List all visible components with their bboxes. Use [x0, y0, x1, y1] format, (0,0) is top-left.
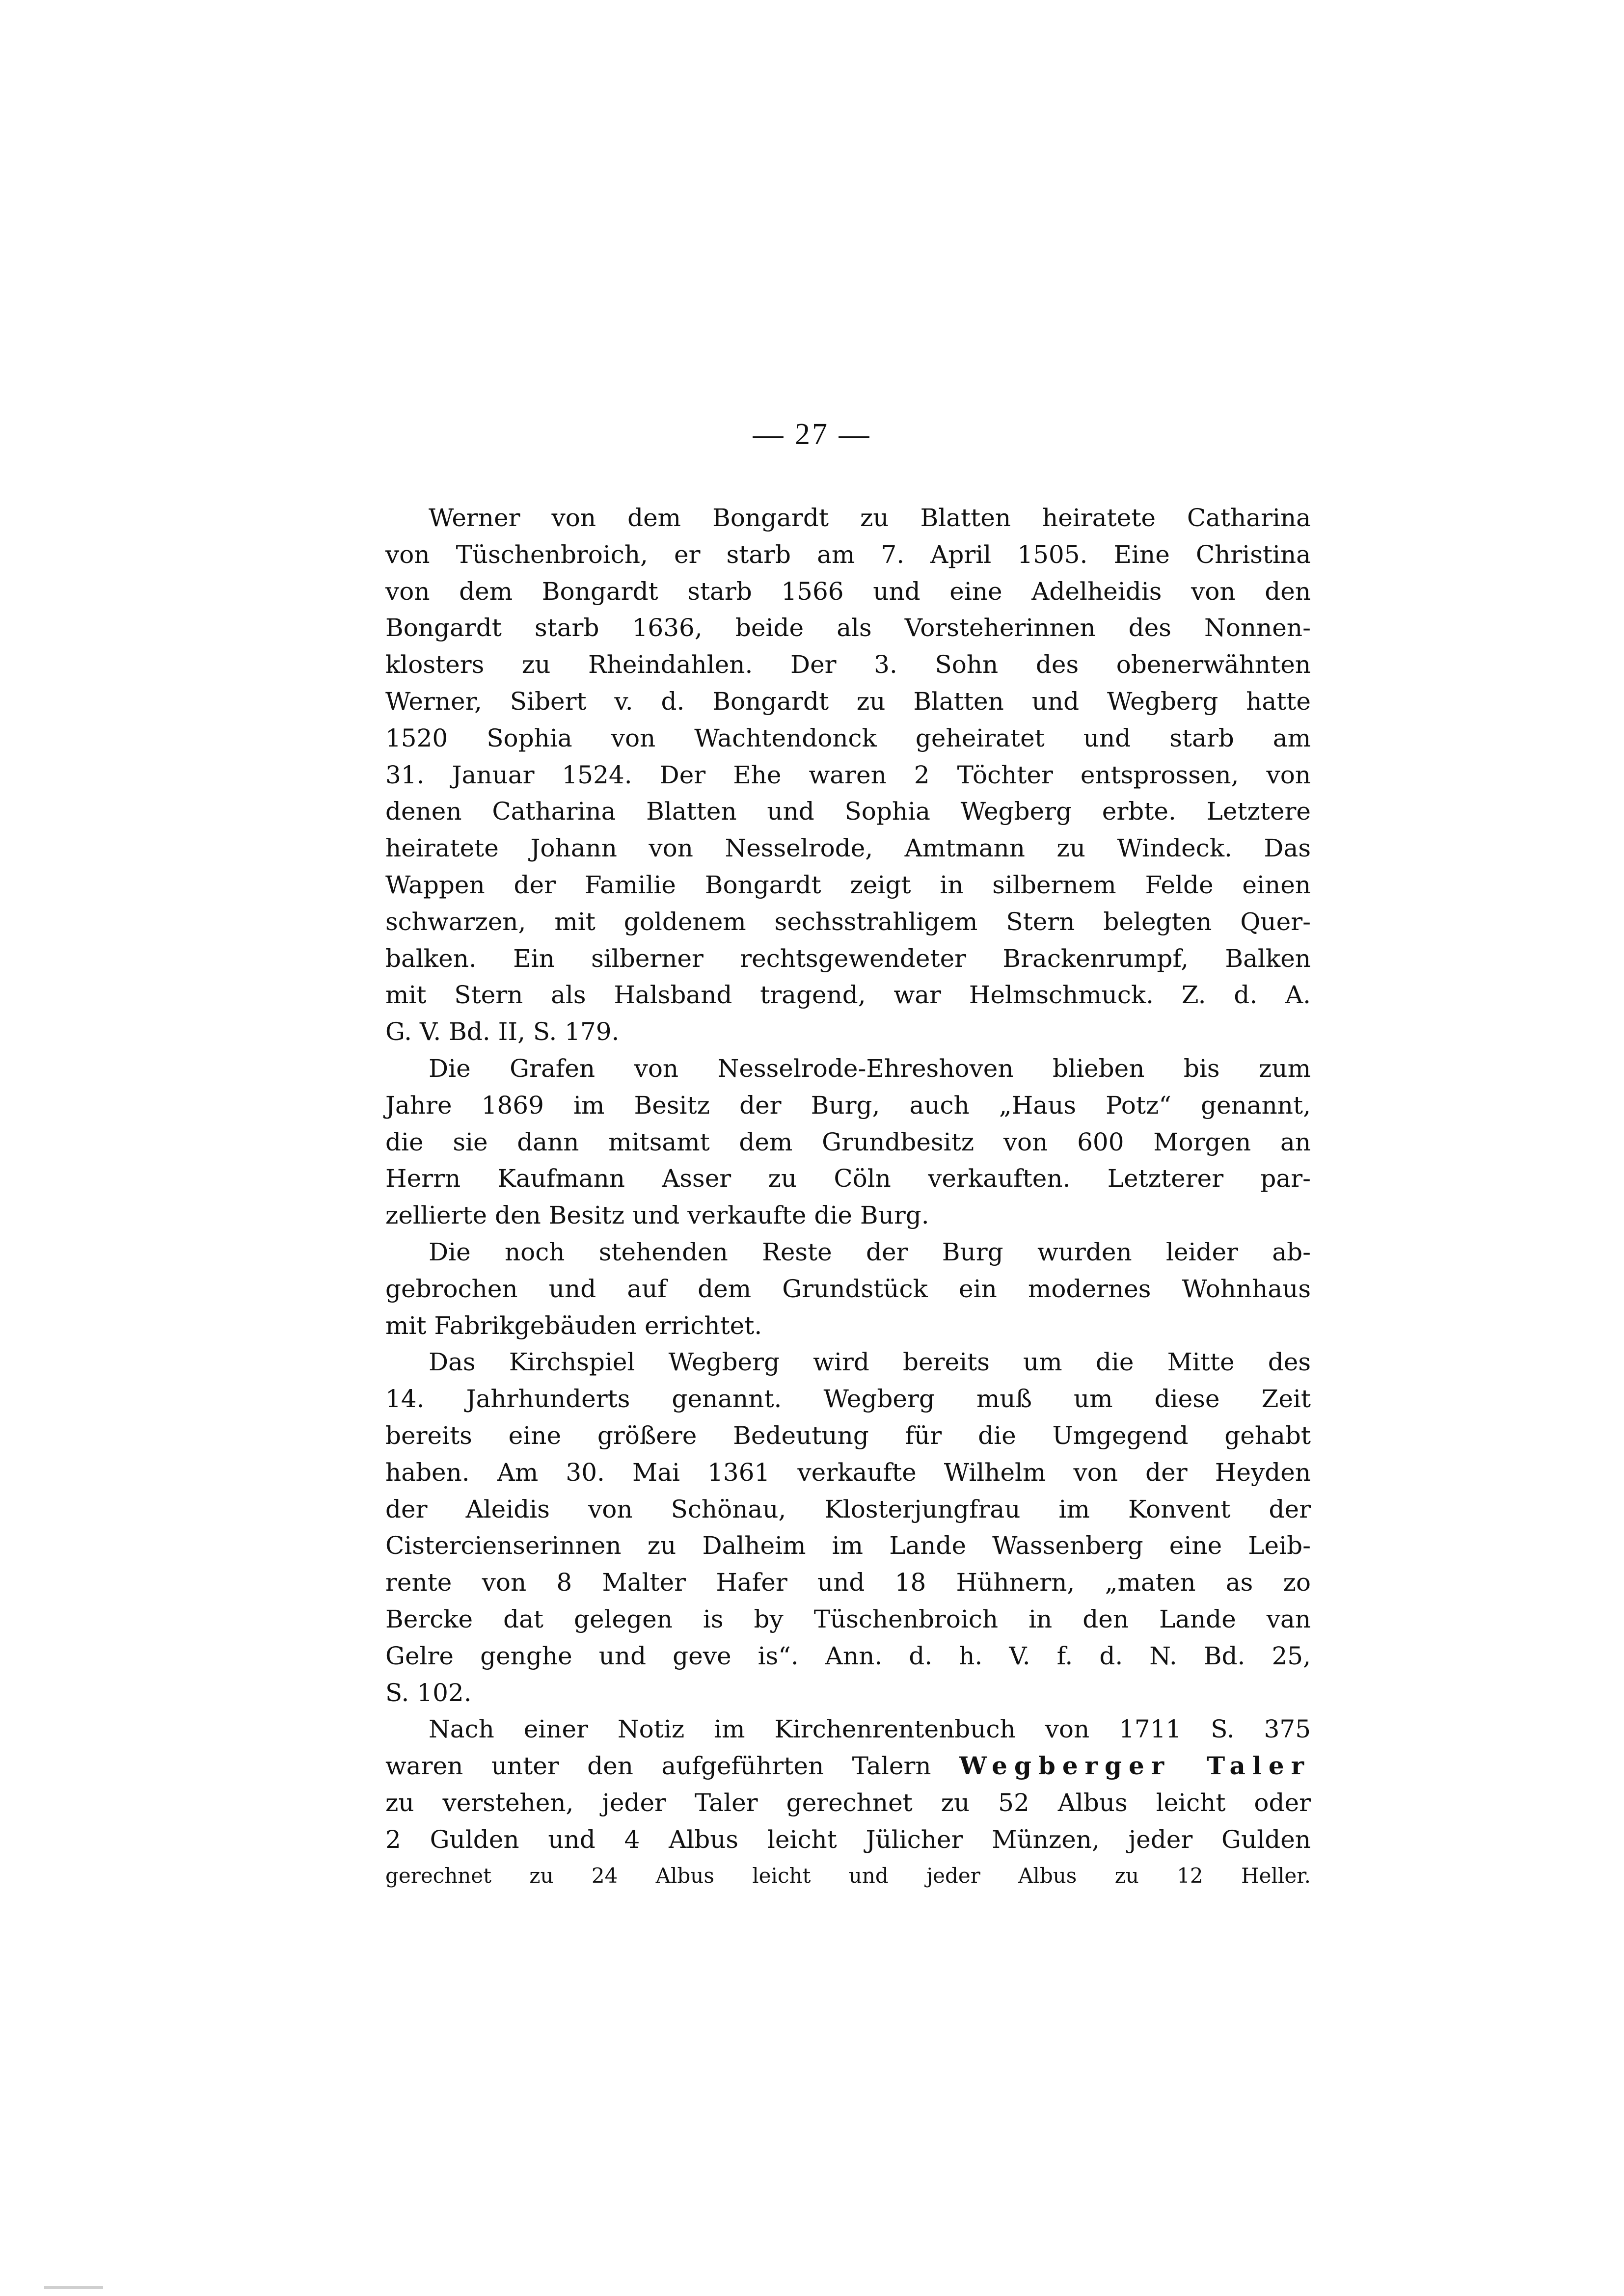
text-line-content: Cistercienserinnen zu Dalheim im Lande Wassenberg eine Leib-	[385, 1531, 1311, 1560]
text-line-content: 2 Gulden und 4 Albus leicht Jülicher Münzen, jeder Gulden	[385, 1825, 1311, 1854]
text-line-content: G. V. Bd. II, S. 179.	[385, 1017, 620, 1046]
text-line-content: Gelre genghe und geve is“. Ann. d. h. V. f. d. N. Bd. 25,	[385, 1641, 1311, 1670]
text-line-content: Das Kirchspiel Wegberg wird bereits um die Mitte des	[429, 1348, 1311, 1377]
text-line	[385, 1638, 1311, 1675]
text-line-content: Die Grafen von Nesselrode-Ehreshoven blieben bis zum	[429, 1054, 1311, 1083]
text-line	[385, 830, 1311, 867]
text-line-content: zu verstehen, jeder Taler gerechnet zu 52 Albus leicht oder	[385, 1788, 1311, 1817]
text-line	[385, 1014, 1311, 1050]
text-line-content: balken. Ein silberner rechtsgewendeter Brackenrumpf, Balken	[385, 944, 1311, 973]
text-line-content: die sie dann mitsamt dem Grundbesitz von 600 Morgen an	[385, 1127, 1311, 1156]
text-line	[385, 1344, 1311, 1381]
text-line	[385, 1564, 1311, 1601]
text-line-content: Wappen der Familie Bongardt zeigt in silbernem Felde einen	[385, 870, 1311, 899]
text-line-content: Jahre 1869 im Besitz der Burg, auch „Haus Potz“ genannt,	[385, 1091, 1311, 1120]
text-line-content: 1520 Sophia von Wachtendonck geheiratet und starb am	[385, 723, 1311, 752]
text-line-content: schwarzen, mit goldenem sechsstrahligem Stern belegten Quer-	[385, 907, 1311, 936]
text-line	[385, 1308, 1311, 1344]
text-line-content: zellierte den Besitz und verkaufte die Burg.	[385, 1201, 929, 1230]
text-line	[385, 683, 1311, 720]
scan-artifact	[44, 2286, 103, 2289]
text-line	[385, 1711, 1311, 1748]
text-line-content: mit Stern als Halsband tragend, war Helmschmuck. Z. d. A.	[385, 981, 1311, 1010]
text-line	[385, 573, 1311, 610]
text-line-content: Herrn Kaufmann Asser zu Cöln verkauften. Letzterer par-	[385, 1164, 1311, 1193]
text-line	[385, 940, 1311, 977]
text-line	[385, 1454, 1311, 1491]
text-line-content: gerechnet zu 24 Albus leicht und jeder Albus zu 12 Heller.	[385, 1864, 1311, 1888]
text-line	[385, 977, 1311, 1014]
emphasized-text: Wegberger Taler	[959, 1751, 1311, 1781]
page-number: — 27 —	[753, 418, 871, 451]
text-line	[385, 1417, 1311, 1454]
text-line	[385, 1271, 1311, 1308]
text-line	[385, 1381, 1311, 1417]
text-line	[385, 1601, 1311, 1638]
text-line-content: rente von 8 Malter Hafer und 18 Hühnern, „maten as zo	[385, 1568, 1311, 1597]
text-line-content: gebrochen und auf dem Grundstück ein modernes Wohnhaus	[385, 1274, 1311, 1303]
text-line	[385, 1234, 1311, 1271]
text-line-content: waren unter den aufgeführten Talern	[385, 1752, 960, 1781]
text-line	[385, 793, 1311, 830]
text-line-content: 31. Januar 1524. Der Ehe waren 2 Töchter entsprossen, von	[385, 760, 1311, 789]
text-line	[385, 1748, 1311, 1785]
text-line-content: von dem Bongardt starb 1566 und eine Adelheidis von den	[385, 577, 1311, 606]
text-line-content: der Aleidis von Schönau, Klosterjungfrau im Konvent der	[385, 1495, 1311, 1523]
text-line-content: denen Catharina Blatten und Sophia Wegberg erbte. Letztere	[385, 797, 1311, 826]
text-line	[385, 720, 1311, 757]
text-line-content: 14. Jahrhunderts genannt. Wegberg muß um diese Zeit	[385, 1385, 1311, 1414]
text-line	[385, 1675, 1311, 1711]
text-line-content: Bongardt starb 1636, beide als Vorsteherinnen des Nonnen-	[385, 614, 1311, 642]
text-line	[385, 500, 1311, 536]
text-line	[385, 536, 1311, 573]
text-line-content: mit Fabrikgebäuden errichtet.	[385, 1311, 762, 1340]
text-line	[385, 1160, 1311, 1197]
text-line-content: heiratete Johann von Nesselrode, Amtmann zu Windeck. Das	[385, 834, 1311, 863]
text-line	[385, 1785, 1311, 1821]
text-line	[385, 904, 1311, 940]
text-line-content: klosters zu Rheindahlen. Der 3. Sohn des obenerwähnten	[385, 650, 1311, 679]
body-text	[385, 500, 1311, 1895]
text-line-content: bereits eine größere Bedeutung für die Umgegend gehabt	[385, 1421, 1311, 1450]
text-line	[385, 610, 1311, 646]
text-line	[385, 1124, 1311, 1161]
text-line	[385, 1527, 1311, 1564]
text-line	[385, 646, 1311, 683]
text-line-content: S. 102.	[385, 1678, 472, 1707]
text-line-content: haben. Am 30. Mai 1361 verkaufte Wilhelm von der Heyden	[385, 1458, 1311, 1487]
text-line-content: Bercke dat gelegen is by Tüschenbroich in den Lande van	[385, 1604, 1311, 1633]
text-line	[385, 1491, 1311, 1528]
text-line	[385, 1821, 1311, 1858]
text-line-content: Werner, Sibert v. d. Bongardt zu Blatten und Wegberg hatte	[385, 687, 1311, 716]
text-line	[385, 1050, 1311, 1087]
text-line	[385, 1087, 1311, 1124]
text-line-content: Werner von dem Bongardt zu Blatten heiratete Catharina	[429, 504, 1311, 532]
text-line-content: von Tüschenbroich, er starb am 7. April 1505. Eine Christina	[385, 540, 1311, 569]
text-line	[385, 1197, 1311, 1234]
text-line	[385, 757, 1311, 794]
text-line	[385, 1858, 1311, 1895]
text-line-content: Die noch stehenden Reste der Burg wurden leider ab-	[429, 1237, 1311, 1266]
text-line-content: Nach einer Notiz im Kirchenrentenbuch von 1711 S. 375	[429, 1715, 1311, 1744]
text-line	[385, 867, 1311, 904]
